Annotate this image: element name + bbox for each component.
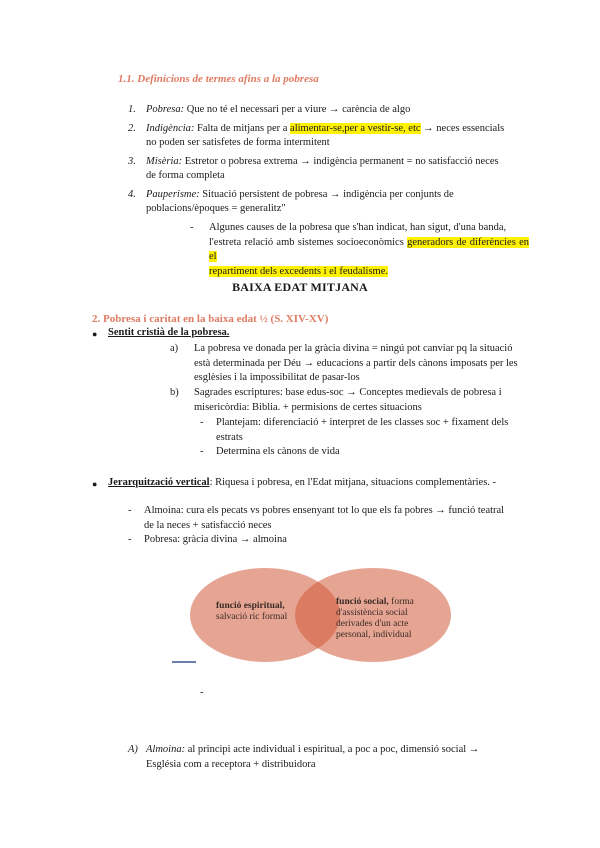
dash-marker: - xyxy=(200,687,204,698)
text-line: al principi acte individual i espiritual, a poc a poc, dimensió social → xyxy=(187,744,480,755)
item-term: Pobresa: xyxy=(146,104,185,115)
bullet-text: : Riquesa i pobresa, en l'Edat mitjana, situacions complementàries. - xyxy=(209,477,497,488)
item-term: Pauperisme: xyxy=(146,188,200,200)
section-a-paragraph xyxy=(146,743,546,772)
bullet-icon: ● xyxy=(92,479,98,489)
item-text: → neces essencials xyxy=(423,122,505,134)
bullet-paragraph xyxy=(108,476,496,491)
bullet-icon: ● xyxy=(92,329,98,339)
venn-label-text: derivades d'un acte xyxy=(336,619,409,629)
venn-label-text: salvació ric formal xyxy=(216,612,288,622)
causes-line xyxy=(209,265,529,280)
venn-label-text: forma xyxy=(391,597,414,607)
decorative-line xyxy=(172,661,196,663)
dash-marker: - xyxy=(200,446,204,457)
item-number: 4. xyxy=(128,188,136,200)
item-text-continued: de forma completa xyxy=(146,170,225,181)
list-label: b) xyxy=(170,387,179,398)
text-line: Església com a receptora + distribuidora xyxy=(146,758,316,770)
venn-label-bold: funció espiritual, xyxy=(216,601,285,611)
section-title-2: 2. Pobresa i caritat en la baixa edat ½ (S. XIV-XV) xyxy=(92,313,329,325)
section-title-1-1: 1.1. Definicions de termes afins a la pobresa xyxy=(118,73,319,85)
venn-label-text: d'assistència social xyxy=(336,608,408,618)
list-label: a) xyxy=(170,343,179,354)
text-line: Sagrades escriptures: base edus-soc → Conceptes medievals de pobresa i xyxy=(194,387,502,398)
item-text-continued: no poden ser satisfetes de forma intermitent xyxy=(146,137,330,148)
item-number: 3. xyxy=(128,155,136,167)
list-item-a xyxy=(194,342,534,386)
text-line: La pobresa ve donada per la gràcia divina = ningú pot canviar pq la situació xyxy=(194,343,513,354)
definition-item xyxy=(128,122,548,151)
page-heading: BAIXA EDAT MITJANA xyxy=(232,280,368,294)
list-label: A) xyxy=(128,744,138,755)
text-line: Almoina: cura els pecats vs pobres ensenyant tot lo que els fa pobres → funció teatral xyxy=(144,505,505,516)
dash-marker: - xyxy=(200,417,204,428)
item-text: Estretor o pobresa extrema → indigència permanent = no satisfacció neces xyxy=(184,155,499,167)
definition-item xyxy=(128,103,548,118)
sub-item xyxy=(216,416,536,445)
causes-text: l'estreta relació amb sistemes socioeconòmics xyxy=(209,236,404,248)
text-line: misericòrdia: Biblia. + permisions de certes situacions xyxy=(194,401,422,413)
highlighted-text: generadors de diferències en el xyxy=(209,236,530,262)
text-line: Plantejam: diferenciació + interpret de les classes soc + fixament dels xyxy=(216,417,509,428)
venn-left-label xyxy=(216,601,326,623)
text-line: estrats xyxy=(216,431,243,443)
text-line: està determinada per Déu → educacions a partir dels cànons imposats per les xyxy=(194,357,518,369)
item-text: Falta de mitjans per a xyxy=(197,122,288,134)
bullet-heading: Jerarquització vertical xyxy=(108,477,210,488)
definition-item xyxy=(128,155,548,184)
dash-marker: - xyxy=(128,505,132,516)
item-number: 1. xyxy=(128,104,136,115)
item-text: Que no té el necessari per a viure → carència de algo xyxy=(186,104,411,115)
list-item-b xyxy=(194,386,534,415)
causes-line: Algunes causes de la pobresa que s'han indicat, han sigut, d'una banda, xyxy=(209,222,507,233)
definitions-list xyxy=(128,103,548,217)
item-term: Almoina: xyxy=(146,744,186,755)
sub-item: Determina els cànons de vida xyxy=(216,446,340,457)
venn-label-bold: funció social, xyxy=(336,597,389,607)
highlighted-text: alimentar-se,per a vestir-se, etc xyxy=(290,122,421,134)
text-line: esglèsies i la impossibilitat de pasar-los xyxy=(194,372,360,383)
item-term: Indigència: xyxy=(146,122,195,134)
causes-paragraph xyxy=(209,221,529,279)
text-line: de la neces + satisfacció neces xyxy=(144,519,272,531)
item-text: Situació persistent de pobresa → indigència per conjunts de xyxy=(202,188,454,200)
item-number: 2. xyxy=(128,122,136,134)
dash-item: Pobresa: gràcia divina → almoina xyxy=(144,534,287,545)
venn-label-text: personal, individual xyxy=(336,630,412,640)
dash-item xyxy=(144,504,544,533)
item-text-continued: poblacions/èpoques = generalitz" xyxy=(146,203,286,214)
venn-right-label xyxy=(336,597,456,641)
dash-marker: - xyxy=(190,222,194,233)
highlighted-text: repartiment dels excedents i el feudalisme. xyxy=(209,265,389,277)
causes-line xyxy=(209,236,529,265)
bullet-heading: Sentit cristià de la pobresa. xyxy=(108,327,230,338)
definition-item xyxy=(128,188,548,217)
dash-marker: - xyxy=(128,534,132,545)
item-term: Misèria: xyxy=(146,155,183,167)
